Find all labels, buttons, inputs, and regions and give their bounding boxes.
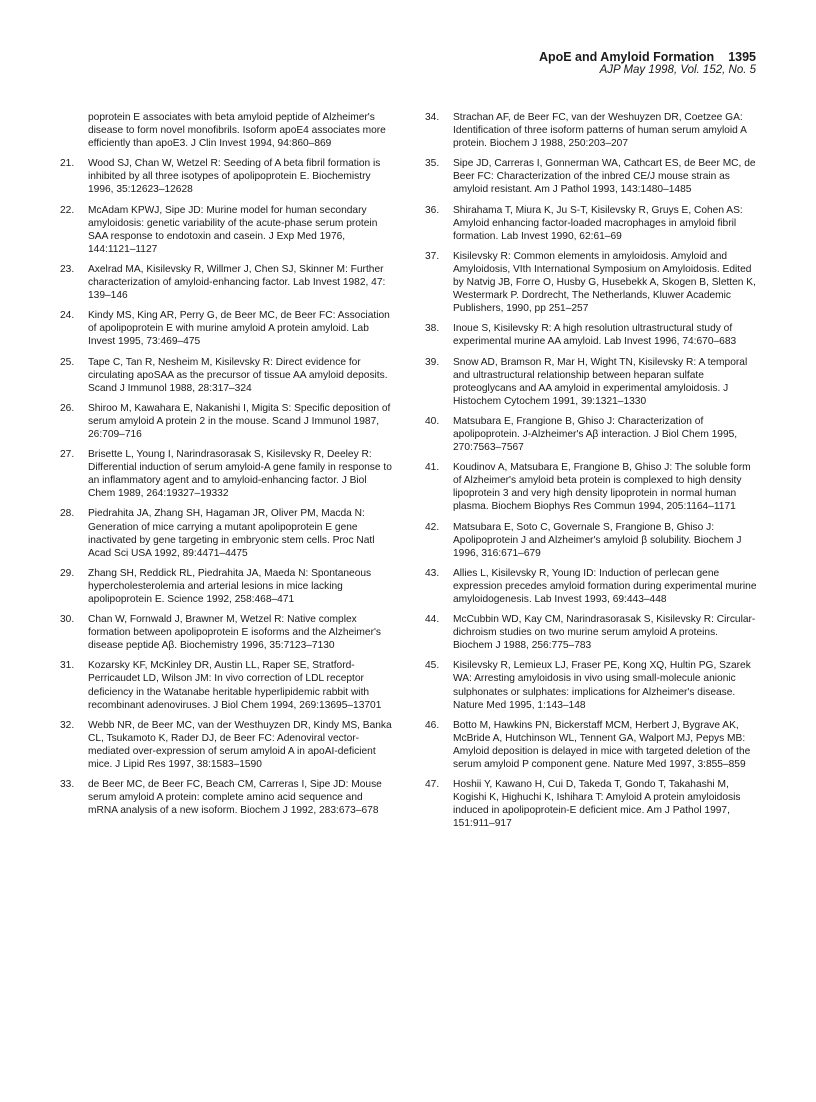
reference-entry [425, 461, 758, 513]
reference-text: Shirahama T, Miura K, Ju S-T, Kisilevsky R, Gruys E, Cohen AS: Amyloid enhancing factor-loaded macrophages in amyloid fibril formation. Lab Invest 1990, 62:61–69 [453, 204, 743, 242]
reference-text: Koudinov A, Matsubara E, Frangione B, Ghiso J: The soluble form of Alzheimer's amyloid beta protein is complexed to high density lipoprotein 3 and very high density lipoprotein in normal human plasma. Biochem Biophys Res Commun 1994, 205:1164–1171 [453, 462, 751, 513]
reference-number: 34. [425, 112, 440, 123]
reference-number: 36. [425, 204, 440, 216]
reference-entry [60, 402, 393, 441]
reference-text: Chan W, Fornwald J, Brawner M, Wetzel R: Native complex formation between apolipoprotein E isoforms and the Alzheimer's disease peptide Aβ. Biochemistry 1996, 35:7123–7130 [88, 614, 382, 652]
reference-text: de Beer MC, de Beer FC, Beach CM, Carreras I, Sipe JD: Mouse serum amyloid A protein: complete amino acid sequence and mRNA analysis of a new isoform. Biochem J 1992, 283:673–678 [88, 779, 382, 817]
page-number: 1395 [728, 50, 756, 64]
reference-entry [425, 719, 758, 771]
reference-entry [425, 111, 758, 150]
reference-number: 38. [425, 323, 440, 335]
reference-text: Wood SJ, Chan W, Wetzel R: Seeding of A beta fibril formation is inhibited by all three isotypes of apolipoprotein E. Biochemistry 1996, 35:12623–12628 [88, 158, 381, 196]
reference-number: 26. [60, 402, 75, 414]
running-title: ApoE and Amyloid Formation [538, 50, 715, 64]
reference-entry [60, 263, 393, 302]
reference-text: Snow AD, Bramson R, Mar H, Wight TN, Kisilevsky R: A temporal and ultrastructural relationship between heparan sulfate proteoglycans and AA amyloid in experimental amyloidosis. J Histochem Cytochem 1991, 39:1321–1330 [453, 356, 748, 407]
reference-text: Botto M, Hawkins PN, Bickerstaff MCM, Herbert J, Bygrave AK, McBride A, Hutchinson WL, Tennent GA, Walport MJ, Pepys MB: Amyloid deposition is delayed in mice with targeted deletion of the serum amyloid P component gene. Nature Med 1997, 3:855–859 [453, 719, 751, 771]
reference-text: Shiroo M, Kawahara E, Nakanishi I, Migita S: Specific deposition of serum amyloid A protein 2 in the mouse. Scand J Immunol 1987, 26:709–716 [88, 402, 391, 440]
reference-text: Matsubara E, Frangione B, Ghiso J: Characterization of apolipoprotein. J-Alzheimer's Aβ interaction. J Biol Chem 1995, 270:7563–7567 [453, 415, 738, 454]
reference-entry [425, 567, 758, 606]
reference-text: Kisilevsky R: Common elements in amyloidosis. Amyloid and Amyloidosis, VIth International Symposium on Amyloidosis. Edited by Natvig JB, Forre O, Husby G, Husebekk A, Skogen B, Sletten K, Westermark P. Dordrecht, The Netherlands, Kluwer Academic Publishers, 1990, pp 251–257 [453, 250, 756, 315]
reference-entry [60, 659, 393, 711]
reference-number: 43. [425, 567, 440, 579]
reference-number: 39. [425, 356, 440, 368]
reference-entry [425, 356, 758, 408]
reference-entry [425, 157, 758, 196]
reference-entry [425, 204, 758, 243]
reference-number: 37. [425, 250, 440, 262]
reference-number: 47. [425, 779, 440, 791]
reference-text: Matsubara E, Soto C, Governale S, Frangione B, Ghiso J: Apolipoprotein J and Alzheimer's amyloid β solubility. Biochem J 1996, 316:671–679 [453, 521, 742, 559]
reference-text: Inoue S, Kisilevsky R: A high resolution ultrastructural study of experimental murine AA amyloid. Lab Invest 1996, 74:670–683 [453, 323, 737, 348]
reference-entry [60, 309, 393, 348]
reference-number: 42. [425, 521, 440, 533]
journal-line: AJP May 1998, Vol. 152, No. 5 [599, 64, 756, 76]
reference-number: 24. [60, 310, 75, 322]
reference-entry [425, 659, 758, 711]
reference-number: 22. [60, 204, 75, 216]
reference-number: 21. [60, 158, 75, 170]
reference-number: 29. [60, 567, 75, 579]
reference-number: 46. [425, 719, 440, 731]
reference-number: 23. [60, 263, 75, 275]
reference-text: McCubbin WD, Kay CM, Narindrasorasak S, Kisilevsky R: Circular-dichroism studies on two murine serum amyloid A proteins. Biochem J 1988, 256:775–783 [453, 614, 756, 652]
reference-entry [425, 521, 758, 560]
reference-text: Piedrahita JA, Zhang SH, Hagaman JR, Oliver PM, Macda N: Generation of mice carrying a mutant apolipoprotein E gene inactivated by gene targeting in embryonic stem cells. Proc Natl Acad Sci USA 1992, 89:4471–4475 [88, 508, 375, 559]
reference-number: 40. [425, 415, 440, 427]
reference-entry [60, 448, 393, 500]
reference-entry [425, 778, 758, 830]
reference-entry [60, 613, 393, 652]
page-header [539, 50, 756, 76]
reference-text: Tape C, Tan R, Nesheim M, Kisilevsky R: Direct evidence for circulating apoSAA as the precursor of tissue AA amyloid deposits. Scand J Immunol 1988, 28:317–324 [88, 356, 388, 394]
reference-entry [60, 157, 393, 196]
reference-text: Zhang SH, Reddick RL, Piedrahita JA, Maeda N: Spontaneous hypercholesterolemia and arterial lesions in mice lacking apolipoprotein E. Science 1992, 258:468–471 [88, 567, 372, 605]
reference-entry [60, 507, 393, 559]
reference-number: 41. [425, 462, 440, 474]
reference-entry [60, 356, 393, 395]
reference-number: 45. [425, 660, 440, 672]
right-reference-list [425, 111, 758, 831]
reference-text: Hoshii Y, Kawano H, Cui D, Takeda T, Gondo T, Takahashi M, Kogishi K, Highuchi K, Ishihara T: Amyloid A protein amyloidosis induced in apolipoprotein-E deficient mice. Am J Pathol 1997, 151:911–917 [453, 779, 741, 830]
reference-entry [60, 204, 393, 256]
reference-number: 35. [425, 158, 440, 170]
reference-text: Kindy MS, King AR, Perry G, de Beer MC, de Beer FC: Association of apolipoprotein E with murine amyloid A protein amyloid. Lab Invest 1995, 73:469–475 [88, 310, 390, 348]
reference-text: Kisilevsky R, Lemieux LJ, Fraser PE, Kong XQ, Hultin PG, Szarek WA: Arresting amyloidosis in vivo using small-molecule anionic sulphonates or sulphates: implications for Alzheimer's disease. Nature Med 1995, 1:143–148 [453, 660, 751, 711]
reference-number: 28. [60, 508, 75, 520]
reference-text: Axelrad MA, Kisilevsky R, Willmer J, Chen SJ, Skinner M: Further characterization of amyloid-enhancing factor. Lab Invest 1982, 47: 139–146 [88, 263, 386, 302]
reference-text: Allies L, Kisilevsky R, Young ID: Induction of perlecan gene expression precedes amyloid formation during experimental murine amyloidogenesis. Lab Invest 1993, 69:443–448 [453, 567, 757, 605]
reference-entry [425, 250, 758, 315]
reference-text: Sipe JD, Carreras I, Gonnerman WA, Cathcart ES, de Beer MC, de Beer FC: Characterization of the inbred CE/J mouse strain as amyloid resistant. Am J Pathol 1993, 143:1480–1485 [453, 158, 756, 196]
reference-number: 32. [60, 719, 75, 731]
reference-number: 30. [60, 614, 75, 626]
reference-number: 44. [425, 614, 440, 626]
reference-number: 31. [60, 660, 75, 672]
reference-entry [60, 778, 393, 817]
left-reference-list [60, 157, 393, 817]
reference-entry [425, 613, 758, 652]
reference-text: Webb NR, de Beer MC, van der Westhuyzen DR, Kindy MS, Banka CL, Tsukamoto K, Rader DJ, de Beer FC: Adenoviral vector-mediated over-expression of serum amyloid A in apoAI-deficient mice. J Lipid Res 1997, 38:1583–1590 [88, 719, 392, 771]
reference-text: Strachan AF, de Beer FC, van der Weshuyzen DR, Coetzee GA: Identification of three isoform patterns of human serum amyloid A protein. Biochem J 1988, 250:203–207 [453, 112, 747, 150]
reference-entry [60, 719, 393, 771]
right-reference-column [425, 111, 758, 838]
left-reference-column [60, 111, 393, 824]
reference-entry [425, 322, 758, 348]
reference-number: 33. [60, 779, 75, 791]
reference-number: 25. [60, 356, 75, 368]
reference-text: Brisette L, Young I, Narindrasorasak S, Kisilevsky R, Deeley R: Differential induction of serum amyloid-A gene family in response to an inflammatory agent and to amyloid-enhancing factor. J Biol Chem 1989, 264:19327–19332 [88, 449, 392, 500]
reference-number: 27. [60, 449, 75, 461]
reference-text: Kozarsky KF, McKinley DR, Austin LL, Raper SE, Stratford-Perricaudet LD, Wilson JM: In vivo correction of LDL receptor deficiency in the Watanabe heritable hyperlipidemic rabbit with recombinant adenoviruses. J Biol Chem 1994, 269:13695–13701 [88, 660, 382, 711]
reference-continuation: poprotein E associates with beta amyloid peptide of Alzheimer's disease to form novel monofibrils. Isoform apoE4 associates more efficiently than apoE3. J Clin Invest 1994, 94:860–869 [88, 112, 386, 150]
reference-text: McAdam KPWJ, Sipe JD: Murine model for human secondary amyloidosis: genetic variability of the acute-phase serum protein SAA response to endotoxin and casein. J Exp Med 1976, 144:1121–1127 [88, 204, 378, 255]
reference-entry [425, 415, 758, 454]
reference-entry [60, 567, 393, 606]
